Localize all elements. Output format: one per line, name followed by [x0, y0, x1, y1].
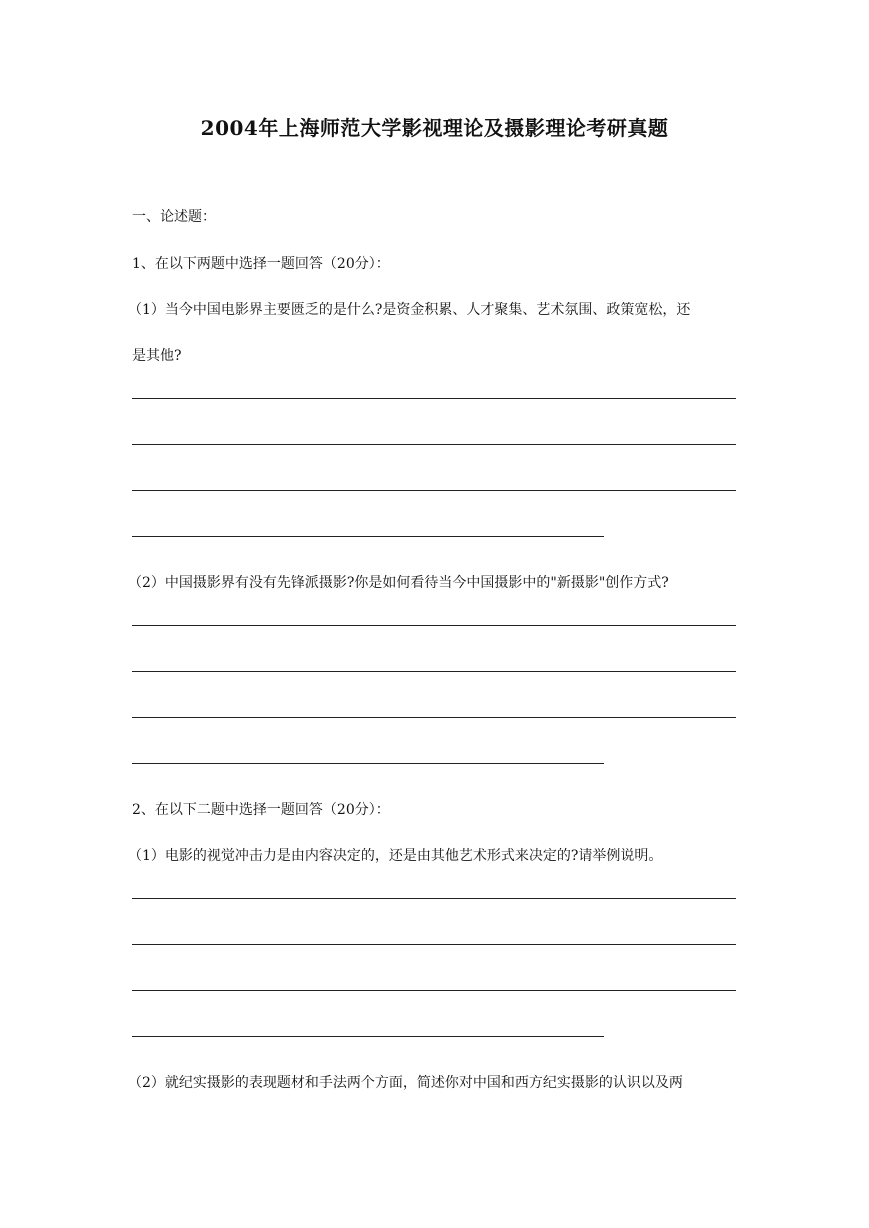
answer-line: [132, 625, 736, 626]
answer-line: [132, 536, 604, 537]
question-1-heading: 1、在以下两题中选择一题回答（20分）：: [132, 256, 390, 272]
page-title: 2004年上海师范大学影视理论及摄影理论考研真题: [200, 116, 669, 140]
answer-line: [132, 671, 736, 672]
answer-line: [132, 398, 736, 399]
answer-line: [132, 763, 604, 764]
question-1-option-2: （2）中国摄影界有没有先锋派摄影?你是如何看待当今中国摄影中的"新摄影"创作方式?: [128, 575, 669, 591]
question-1-option-1-line-2: 是其他?: [132, 348, 182, 364]
answer-line: [132, 1036, 604, 1037]
question-2-heading: 2、在以下二题中选择一题回答（20分）：: [132, 802, 390, 818]
answer-line: [132, 944, 736, 945]
answer-line: [132, 717, 736, 718]
question-2-option-2-line-1: （2）就纪实摄影的表现题材和手法两个方面，简述你对中国和西方纪实摄影的认识以及两: [128, 1075, 683, 1091]
answer-line: [132, 444, 736, 445]
answer-line: [132, 898, 736, 899]
section-heading: 一、论述题：: [132, 209, 216, 225]
question-2-option-1: （1）电影的视觉冲击力是由内容决定的，还是由其他艺术形式来决定的?请举例说明。: [128, 848, 663, 864]
answer-line: [132, 990, 736, 991]
question-1-option-1-line-1: （1）当今中国电影界主要匮乏的是什么?是资金积累、人才聚集、艺术氛围、政策宽松，还: [128, 302, 691, 318]
answer-line: [132, 490, 736, 491]
